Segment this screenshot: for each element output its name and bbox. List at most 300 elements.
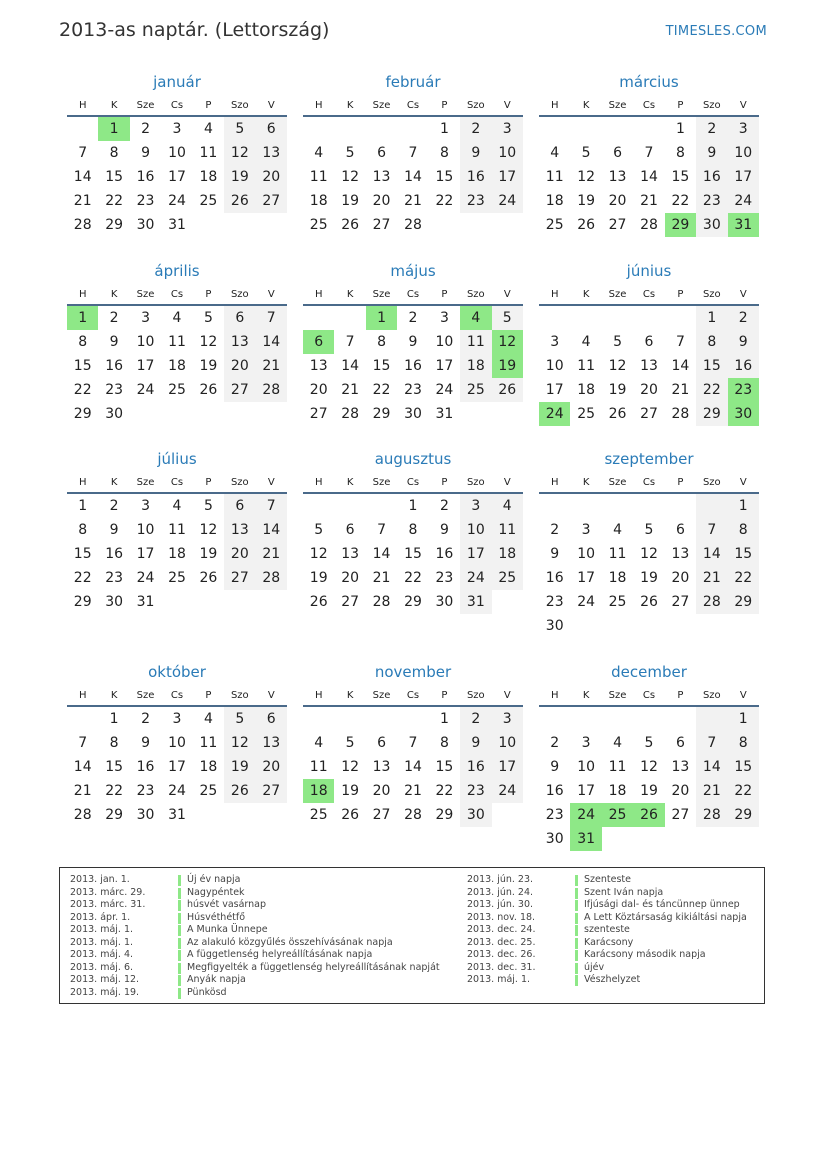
weekday-header bbox=[303, 687, 523, 707]
day-cell: 23 bbox=[136, 193, 155, 209]
holiday-marker-icon bbox=[178, 963, 181, 974]
day-cell: 11 bbox=[545, 169, 564, 185]
weekday-label: Szo bbox=[466, 100, 485, 111]
day-cell: 4 bbox=[172, 498, 182, 514]
weekday-header bbox=[539, 474, 759, 494]
day-cell: 16 bbox=[105, 358, 124, 374]
month-block bbox=[67, 662, 287, 827]
empty-day-cell bbox=[366, 117, 397, 141]
weekday-header bbox=[67, 687, 287, 707]
weekday-label: Sze bbox=[372, 690, 391, 701]
weekday-header bbox=[539, 687, 759, 707]
day-cell: 28 bbox=[73, 217, 92, 233]
day-cell: 8 bbox=[78, 334, 88, 350]
weekday-header bbox=[67, 286, 287, 306]
day-cell: 27 bbox=[256, 189, 287, 213]
day-cell: 7 bbox=[256, 306, 287, 330]
day-cell: 10 bbox=[545, 358, 564, 374]
weekday-label: V bbox=[739, 477, 747, 488]
day-cell: 29 bbox=[105, 217, 124, 233]
day-cell: 11 bbox=[460, 330, 491, 354]
day-cell: 16 bbox=[545, 783, 564, 799]
day-cell: 19 bbox=[199, 546, 218, 562]
day-cell: 2 bbox=[109, 498, 119, 514]
day-cell: 18 bbox=[545, 193, 564, 209]
day-cell: 28 bbox=[73, 807, 92, 823]
day-cell: 25 bbox=[168, 570, 186, 586]
weekday-label: P bbox=[677, 690, 684, 701]
day-grid bbox=[67, 494, 287, 614]
holiday-day-cell: 31 bbox=[728, 213, 759, 237]
day-cell: 11 bbox=[309, 169, 328, 185]
weekday-label: P bbox=[205, 289, 212, 300]
month-name: december bbox=[611, 663, 687, 681]
day-cell: 5 bbox=[345, 735, 355, 751]
day-cell: 1 bbox=[408, 498, 418, 514]
empty-day-cell bbox=[303, 707, 334, 731]
legend-holiday-name: Karácsony második napja bbox=[584, 949, 706, 960]
day-cell: 30 bbox=[136, 217, 155, 233]
day-cell: 4 bbox=[314, 145, 324, 161]
day-cell: 11 bbox=[199, 735, 218, 751]
day-cell: 22 bbox=[105, 193, 124, 209]
legend-row bbox=[70, 974, 440, 987]
day-cell: 5 bbox=[203, 310, 213, 326]
day-cell: 17 bbox=[577, 783, 596, 799]
holiday-day-cell: 24 bbox=[570, 803, 601, 827]
day-cell: 19 bbox=[577, 193, 596, 209]
holiday-marker-icon bbox=[178, 888, 181, 899]
weekday-label: Sze bbox=[608, 690, 627, 701]
day-cell: 30 bbox=[545, 831, 564, 847]
day-cell: 16 bbox=[728, 354, 759, 378]
day-cell: 29 bbox=[728, 803, 759, 827]
holiday-day-cell: 12 bbox=[492, 330, 523, 354]
empty-day-cell bbox=[570, 117, 601, 141]
day-cell: 13 bbox=[224, 330, 255, 354]
day-cell: 2 bbox=[109, 310, 119, 326]
empty-day-cell bbox=[602, 707, 633, 731]
day-cell: 27 bbox=[608, 217, 627, 233]
month-block bbox=[539, 662, 759, 851]
day-cell: 16 bbox=[545, 570, 564, 586]
month-block bbox=[303, 449, 523, 614]
day-cell: 19 bbox=[224, 755, 255, 779]
empty-day-cell bbox=[366, 707, 397, 731]
day-cell: 9 bbox=[460, 731, 491, 755]
weekday-label: V bbox=[267, 690, 275, 701]
day-cell: 23 bbox=[460, 189, 491, 213]
day-cell: 14 bbox=[256, 518, 287, 542]
weekday-label: Sze bbox=[372, 100, 391, 111]
legend-date: 2013. dec. 26. bbox=[467, 949, 536, 960]
holiday-marker-icon bbox=[575, 938, 578, 949]
legend-holiday-name: Vészhelyzet bbox=[584, 974, 641, 985]
day-cell: 9 bbox=[728, 330, 759, 354]
day-cell: 1 bbox=[109, 711, 119, 727]
month-name: június bbox=[626, 262, 672, 280]
day-cell: 2 bbox=[408, 310, 418, 326]
weekday-label: Cs bbox=[170, 690, 184, 701]
day-cell: 7 bbox=[408, 735, 418, 751]
day-cell: 3 bbox=[460, 494, 491, 518]
day-cell: 25 bbox=[545, 217, 564, 233]
empty-day-cell bbox=[67, 707, 98, 731]
day-cell: 8 bbox=[377, 334, 387, 350]
empty-day-cell bbox=[696, 707, 727, 731]
day-cell: 1 bbox=[439, 711, 449, 727]
weekday-label: V bbox=[503, 477, 511, 488]
legend-holiday-name: húsvét vasárnap bbox=[187, 899, 267, 910]
empty-day-cell bbox=[570, 494, 601, 518]
legend-holiday-name: A függetlenség helyreállításának napja bbox=[187, 949, 373, 960]
day-cell: 1 bbox=[728, 494, 759, 518]
day-cell: 28 bbox=[696, 803, 727, 827]
weekday-label: Szo bbox=[230, 477, 249, 488]
day-cell: 22 bbox=[696, 378, 727, 402]
day-cell: 29 bbox=[105, 807, 124, 823]
legend-column-right bbox=[467, 874, 747, 987]
weekday-label: K bbox=[110, 289, 118, 300]
weekday-label: Sze bbox=[136, 477, 155, 488]
day-cell: 28 bbox=[696, 590, 727, 614]
weekday-label: Sze bbox=[136, 100, 155, 111]
weekday-label: Sze bbox=[136, 690, 155, 701]
holiday-marker-icon bbox=[575, 975, 578, 986]
legend-holiday-name: Nagypéntek bbox=[187, 886, 245, 898]
legend-holiday-name: A Lett Köztársaság kikiáltási napja bbox=[584, 911, 747, 923]
legend-row bbox=[467, 949, 747, 962]
day-cell: 27 bbox=[341, 594, 360, 610]
day-cell: 24 bbox=[136, 382, 155, 398]
day-cell: 20 bbox=[341, 570, 360, 586]
day-cell: 30 bbox=[404, 406, 422, 422]
weekday-label: H bbox=[314, 477, 323, 488]
day-cell: 3 bbox=[581, 735, 591, 751]
day-cell: 18 bbox=[492, 542, 523, 566]
day-cell: 2 bbox=[439, 498, 449, 514]
day-cell: 6 bbox=[224, 494, 255, 518]
day-cell: 7 bbox=[696, 518, 727, 542]
holiday-marker-icon bbox=[575, 950, 578, 961]
day-cell: 13 bbox=[608, 169, 627, 185]
day-cell: 29 bbox=[728, 590, 759, 614]
legend-date: 2013. máj. 6. bbox=[70, 961, 134, 973]
day-cell: 23 bbox=[460, 779, 491, 803]
weekday-label: H bbox=[78, 690, 87, 701]
day-cell: 16 bbox=[435, 546, 454, 562]
day-cell: 18 bbox=[199, 759, 218, 775]
day-cell: 25 bbox=[309, 217, 328, 233]
day-cell: 10 bbox=[435, 334, 454, 350]
holiday-day-cell: 26 bbox=[633, 803, 664, 827]
day-cell: 21 bbox=[671, 382, 690, 398]
holiday-marker-icon bbox=[575, 888, 578, 899]
day-cell: 3 bbox=[172, 711, 182, 727]
day-cell: 29 bbox=[372, 406, 391, 422]
day-cell: 24 bbox=[460, 566, 491, 590]
weekday-label: Cs bbox=[170, 289, 184, 300]
day-cell: 13 bbox=[341, 546, 360, 562]
legend-date: 2013. jún. 23. bbox=[467, 874, 534, 885]
holiday-marker-icon bbox=[178, 913, 181, 924]
weekday-header bbox=[303, 286, 523, 306]
day-cell: 1 bbox=[728, 707, 759, 731]
legend-row bbox=[70, 874, 440, 887]
day-cell: 26 bbox=[640, 594, 658, 610]
day-cell: 5 bbox=[345, 145, 355, 161]
day-cell: 10 bbox=[577, 546, 596, 562]
holiday-marker-icon bbox=[178, 900, 181, 911]
legend-row bbox=[70, 924, 440, 937]
day-cell: 28 bbox=[671, 406, 690, 422]
empty-day-cell bbox=[539, 117, 570, 141]
day-cell: 18 bbox=[199, 169, 218, 185]
month-block bbox=[539, 72, 759, 237]
legend-holiday-name: Karácsony bbox=[584, 936, 634, 948]
day-cell: 9 bbox=[141, 145, 151, 161]
day-cell: 5 bbox=[203, 498, 213, 514]
day-cell: 17 bbox=[435, 358, 454, 374]
day-cell: 24 bbox=[492, 779, 523, 803]
legend-date: 2013. máj. 19. bbox=[70, 986, 140, 998]
day-cell: 16 bbox=[105, 546, 124, 562]
day-cell: 17 bbox=[168, 169, 186, 185]
day-cell: 5 bbox=[644, 522, 654, 538]
weekday-label: Szo bbox=[466, 690, 485, 701]
day-cell: 16 bbox=[136, 759, 155, 775]
day-cell: 11 bbox=[492, 518, 523, 542]
day-cell: 24 bbox=[492, 189, 523, 213]
day-cell: 4 bbox=[613, 735, 623, 751]
holiday-day-cell: 31 bbox=[570, 827, 601, 851]
empty-day-cell bbox=[602, 306, 633, 330]
empty-day-cell bbox=[665, 306, 696, 330]
empty-day-cell bbox=[633, 707, 664, 731]
day-cell: 23 bbox=[105, 382, 124, 398]
month-name: november bbox=[374, 663, 452, 681]
day-cell: 7 bbox=[377, 522, 387, 538]
day-cell: 24 bbox=[728, 189, 759, 213]
legend-row bbox=[467, 887, 747, 900]
weekday-label: K bbox=[346, 289, 354, 300]
weekday-label: P bbox=[205, 690, 212, 701]
brand-logo-text[interactable]: TIMESLES.COM bbox=[665, 24, 767, 39]
holiday-day-cell: 25 bbox=[602, 803, 633, 827]
weekday-label: H bbox=[550, 289, 559, 300]
weekday-label: Cs bbox=[642, 690, 656, 701]
day-cell: 19 bbox=[309, 570, 328, 586]
weekday-label: K bbox=[110, 690, 118, 701]
day-cell: 1 bbox=[675, 121, 685, 137]
day-cell: 6 bbox=[675, 735, 685, 751]
day-cell: 26 bbox=[577, 217, 596, 233]
empty-day-cell bbox=[397, 707, 428, 731]
weekday-label: V bbox=[739, 690, 747, 701]
day-cell: 22 bbox=[73, 382, 92, 398]
day-cell: 19 bbox=[640, 783, 658, 799]
empty-day-cell bbox=[366, 494, 397, 518]
weekday-label: H bbox=[78, 100, 87, 111]
day-cell: 5 bbox=[581, 145, 591, 161]
weekday-label: Szo bbox=[702, 690, 721, 701]
day-cell: 25 bbox=[577, 406, 596, 422]
day-cell: 14 bbox=[73, 169, 92, 185]
month-block bbox=[303, 261, 523, 426]
day-cell: 4 bbox=[203, 121, 213, 137]
day-cell: 22 bbox=[404, 570, 422, 586]
weekday-label: K bbox=[110, 477, 118, 488]
day-cell: 15 bbox=[105, 169, 124, 185]
month-name: október bbox=[148, 663, 206, 681]
day-cell: 26 bbox=[199, 382, 218, 398]
weekday-label: H bbox=[314, 100, 323, 111]
weekday-label: P bbox=[441, 289, 448, 300]
weekday-label: P bbox=[677, 477, 684, 488]
day-cell: 7 bbox=[78, 145, 88, 161]
day-cell: 6 bbox=[377, 735, 387, 751]
weekday-label: V bbox=[267, 100, 275, 111]
holiday-marker-icon bbox=[575, 963, 578, 974]
weekday-header bbox=[539, 286, 759, 306]
weekday-label: Szo bbox=[230, 100, 249, 111]
day-cell: 17 bbox=[577, 570, 596, 586]
day-cell: 19 bbox=[608, 382, 627, 398]
day-cell: 15 bbox=[73, 546, 92, 562]
weekday-label: P bbox=[205, 100, 212, 111]
empty-day-cell bbox=[570, 707, 601, 731]
empty-day-cell bbox=[633, 494, 664, 518]
day-cell: 21 bbox=[404, 193, 422, 209]
legend-date: 2013. márc. 31. bbox=[70, 899, 146, 910]
day-cell: 4 bbox=[492, 494, 523, 518]
day-cell: 31 bbox=[168, 807, 186, 823]
day-cell: 6 bbox=[675, 522, 685, 538]
day-cell: 9 bbox=[408, 334, 418, 350]
day-cell: 13 bbox=[640, 358, 658, 374]
day-cell: 7 bbox=[408, 145, 418, 161]
day-cell: 6 bbox=[613, 145, 623, 161]
weekday-label: H bbox=[550, 477, 559, 488]
day-cell: 17 bbox=[492, 165, 523, 189]
day-cell: 22 bbox=[671, 193, 690, 209]
empty-day-cell bbox=[303, 117, 334, 141]
day-cell: 25 bbox=[460, 378, 491, 402]
day-cell: 24 bbox=[168, 193, 186, 209]
day-cell: 16 bbox=[136, 169, 155, 185]
day-cell: 12 bbox=[224, 731, 255, 755]
empty-day-cell bbox=[67, 117, 98, 141]
weekday-label: Szo bbox=[702, 477, 721, 488]
holiday-marker-icon bbox=[178, 875, 181, 886]
day-cell: 14 bbox=[341, 358, 360, 374]
day-cell: 7 bbox=[644, 145, 654, 161]
holiday-day-cell: 30 bbox=[728, 402, 759, 426]
day-cell: 29 bbox=[73, 406, 92, 422]
day-cell: 4 bbox=[613, 522, 623, 538]
legend-holiday-name: újév bbox=[584, 961, 605, 973]
day-cell: 22 bbox=[435, 193, 454, 209]
day-cell: 2 bbox=[460, 117, 491, 141]
day-cell: 5 bbox=[644, 735, 654, 751]
day-cell: 8 bbox=[408, 522, 418, 538]
day-cell: 21 bbox=[73, 783, 92, 799]
legend-row bbox=[467, 937, 747, 950]
day-cell: 3 bbox=[492, 707, 523, 731]
day-cell: 18 bbox=[608, 783, 627, 799]
legend-date: 2013. máj. 12. bbox=[70, 974, 140, 985]
day-cell: 10 bbox=[728, 141, 759, 165]
day-cell: 7 bbox=[675, 334, 685, 350]
weekday-label: Cs bbox=[642, 477, 656, 488]
day-cell: 1 bbox=[439, 121, 449, 137]
day-cell: 6 bbox=[224, 306, 255, 330]
holiday-marker-icon bbox=[575, 900, 578, 911]
day-cell: 20 bbox=[671, 783, 690, 799]
holiday-day-cell: 19 bbox=[492, 354, 523, 378]
day-cell: 2 bbox=[141, 121, 151, 137]
weekday-label: Szo bbox=[230, 289, 249, 300]
day-cell: 6 bbox=[256, 117, 287, 141]
day-cell: 16 bbox=[696, 165, 727, 189]
day-cell: 26 bbox=[341, 807, 360, 823]
legend-holiday-name: Pünkösd bbox=[187, 986, 227, 998]
month-block bbox=[67, 72, 287, 237]
day-cell: 28 bbox=[404, 217, 422, 233]
day-cell: 13 bbox=[671, 546, 690, 562]
day-cell: 8 bbox=[109, 145, 119, 161]
day-cell: 29 bbox=[696, 402, 727, 426]
day-grid bbox=[303, 117, 523, 237]
page-title: 2013-as naptár. (Lettország) bbox=[59, 19, 330, 41]
day-cell: 12 bbox=[640, 546, 658, 562]
day-cell: 3 bbox=[141, 310, 151, 326]
weekday-header bbox=[539, 97, 759, 117]
day-cell: 1 bbox=[696, 306, 727, 330]
day-cell: 19 bbox=[199, 358, 218, 374]
day-cell: 23 bbox=[696, 189, 727, 213]
day-cell: 9 bbox=[141, 735, 151, 751]
day-cell: 3 bbox=[439, 310, 449, 326]
day-cell: 2 bbox=[696, 117, 727, 141]
day-cell: 15 bbox=[73, 358, 92, 374]
weekday-label: Cs bbox=[406, 289, 420, 300]
empty-day-cell bbox=[303, 306, 334, 330]
weekday-label: P bbox=[441, 477, 448, 488]
legend-holiday-name: Szenteste bbox=[584, 874, 631, 885]
day-cell: 19 bbox=[640, 570, 658, 586]
holiday-day-cell: 18 bbox=[303, 779, 334, 803]
holiday-marker-icon bbox=[575, 913, 578, 924]
day-cell: 25 bbox=[199, 193, 218, 209]
legend-date: 2013. ápr. 1. bbox=[70, 911, 131, 923]
day-cell: 20 bbox=[256, 755, 287, 779]
day-cell: 5 bbox=[224, 707, 255, 731]
weekday-header bbox=[303, 474, 523, 494]
weekday-label: Cs bbox=[170, 100, 184, 111]
legend-row bbox=[467, 912, 747, 925]
day-cell: 20 bbox=[372, 783, 391, 799]
day-cell: 21 bbox=[640, 193, 658, 209]
day-cell: 17 bbox=[492, 755, 523, 779]
day-cell: 10 bbox=[492, 141, 523, 165]
holiday-day-cell: 24 bbox=[539, 402, 570, 426]
weekday-label: Szo bbox=[702, 289, 721, 300]
day-cell: 13 bbox=[671, 759, 690, 775]
weekday-label: Sze bbox=[372, 289, 391, 300]
weekday-label: Cs bbox=[642, 100, 656, 111]
weekday-label: V bbox=[503, 289, 511, 300]
